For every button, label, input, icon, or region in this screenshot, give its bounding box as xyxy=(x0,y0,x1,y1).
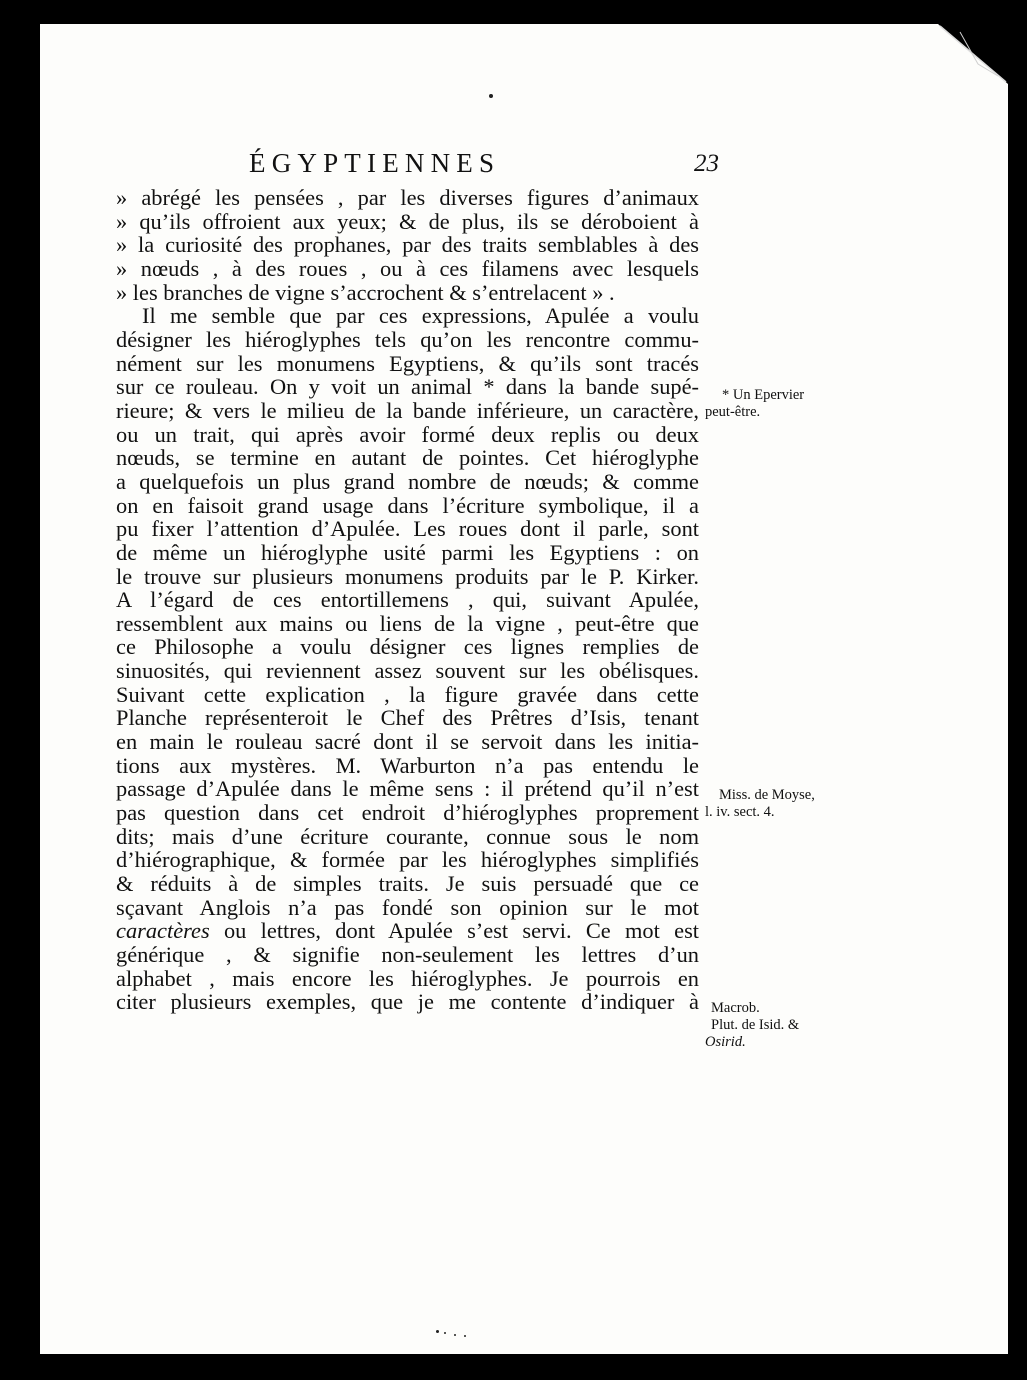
ink-speck xyxy=(436,1330,439,1333)
margin-note-macrob xyxy=(705,1000,799,1051)
ink-speck xyxy=(444,1332,446,1334)
margin-note-warburton xyxy=(705,787,815,821)
running-head: ÉGYPTIENNES xyxy=(249,148,501,178)
text-line: de même un hiéroglyphe usité parmi les Egyptiens : on xyxy=(116,539,699,565)
book-page xyxy=(40,24,1008,1354)
margin-note-line: Osirid. xyxy=(705,1034,746,1050)
text-line: Planche représenteroit le Chef des Prêtres d’Isis, tenant xyxy=(116,705,699,731)
margin-note-line: Plut. de Isid. & xyxy=(711,1017,800,1033)
text-line: le trouve sur plusieurs monumens produits par le P. Kirker. xyxy=(116,563,699,589)
text-line: sçavant Anglois n’a pas fondé son opinion sur le mot xyxy=(116,894,699,920)
text-line: alphabet , mais encore les hiéroglyphes. Je pourrois en xyxy=(116,965,699,991)
page-header xyxy=(249,148,719,184)
text-line: A l’égard de ces entortillemens , qui, suivant Apulée, xyxy=(116,587,699,613)
margin-note-line: Macrob. xyxy=(711,1000,760,1016)
text-line: désigner les hiéroglyphes tels qu’on les rencontre commu- xyxy=(116,326,699,352)
text-line: » les branches de vigne s’accrochent & s’entrelacent » . xyxy=(116,279,615,305)
text-line: ce Philosophe a voulu désigner ces lignes remplies de xyxy=(116,634,699,660)
body-text xyxy=(116,186,699,1014)
ink-speck xyxy=(489,94,493,98)
margin-note-line: * Un Epervier xyxy=(722,387,805,403)
page-number: 23 xyxy=(694,150,719,177)
text-line: passage d’Apulée dans le même sens : il prétend qu’il n’est xyxy=(116,776,699,802)
text-line: sur ce rouleau. On y voit un animal * dans la bande supé- xyxy=(116,374,699,400)
text-line: » abrégé les pensées , par les diverses figures d’animaux xyxy=(116,185,699,210)
text-line: tions aux mystères. M. Warburton n’a pas entendu le xyxy=(116,752,699,778)
margin-note-line: l. iv. sect. 4. xyxy=(705,804,775,820)
text-line: dits; mais d’une écriture courante, connue sous le nom xyxy=(116,823,699,849)
line-remainder: ou lettres, dont Apulée s’est servi. Ce mot est xyxy=(209,918,699,944)
margin-note-line: Miss. de Moyse, xyxy=(719,787,815,803)
text-line: » qu’ils offroient aux yeux; & de plus, ils se déroboient à xyxy=(116,208,699,234)
folded-corner xyxy=(938,24,1008,84)
text-line: » la curiosité des prophanes, par des traits semblables à des xyxy=(116,232,699,258)
text-line: générique , & signifie non-seulement les lettres d’un xyxy=(116,942,699,967)
text-line: nément sur les monumens Egyptiens, & qu’ils sont tracés xyxy=(116,350,699,376)
text-line: en main le rouleau sacré dont il se servoit dans les initia- xyxy=(116,729,699,755)
ink-speck xyxy=(464,1335,466,1337)
text-line: Suivant cette explication , la figure gravée dans cette xyxy=(116,681,699,707)
text-line: pu fixer l’attention d’Apulée. Les roues dont il parle, sont xyxy=(116,516,699,542)
margin-note-epervier xyxy=(705,387,804,421)
text-line: rieure; & vers le milieu de la bande inférieure, un caractère, xyxy=(116,397,699,423)
margin-note-line: peut-être. xyxy=(705,404,761,420)
text-line: d’hiérographique, & formée par les hiéroglyphes simplifiés xyxy=(116,847,699,873)
text-line: nœuds, se termine en autant de pointes. Cet hiéroglyphe xyxy=(116,445,699,471)
text-line: sinuosités, qui reviennent assez souvent sur les obélisques. xyxy=(116,658,699,684)
text-line: Il me semble que par ces expressions, Apulée a voulu xyxy=(142,303,699,329)
text-line: ressemblent aux mains ou liens de la vigne , peut-être que xyxy=(116,610,699,636)
text-line: on en faisoit grand usage dans l’écriture symbolique, il a xyxy=(116,492,699,518)
italic-word: caractères xyxy=(116,918,210,944)
ink-speck xyxy=(454,1334,456,1336)
text-line: » nœuds , à des roues , ou à ces filamens avec lesquels xyxy=(116,255,699,281)
text-line: a quelquefois un plus grand nombre de nœuds; & comme xyxy=(116,468,699,494)
text-line: pas question dans cet endroit d’hiéroglyphes proprement xyxy=(116,800,699,826)
text-line: citer plusieurs exemples, que je me contente d’indiquer à xyxy=(116,989,699,1015)
text-line-mixed xyxy=(116,919,699,943)
text-line: ou un trait, qui après avoir formé deux replis ou deux xyxy=(116,421,699,447)
text-line: & réduits à de simples traits. Je suis persuadé que ce xyxy=(116,871,699,897)
